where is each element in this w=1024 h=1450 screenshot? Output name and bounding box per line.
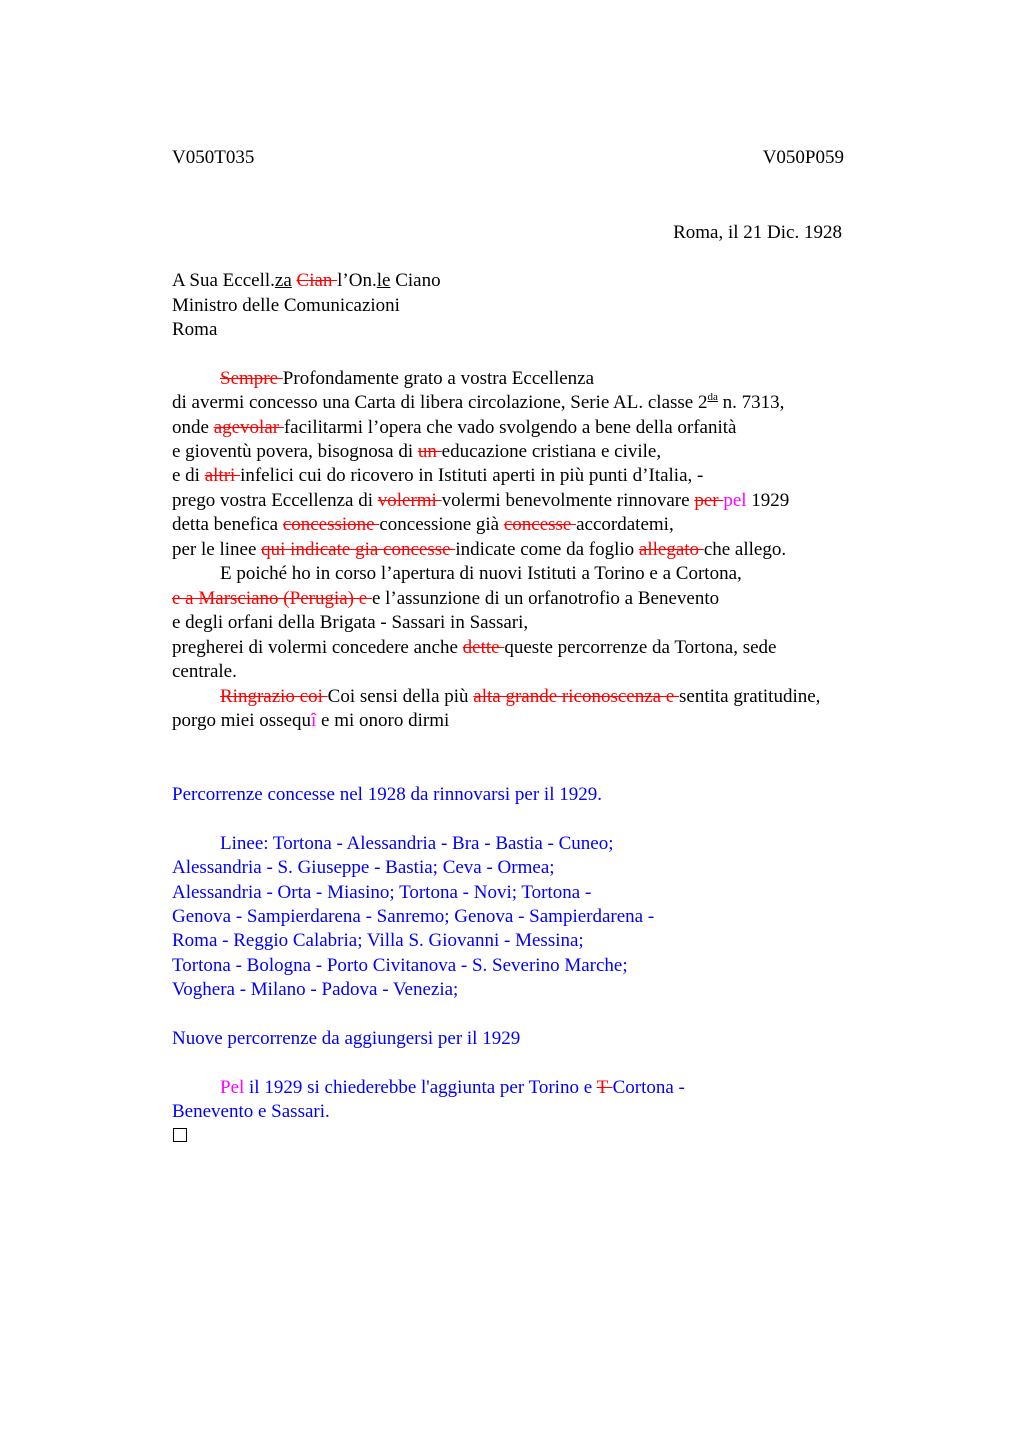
- document-code-left: V050T035: [172, 147, 255, 168]
- body-line: e di altri infelici cui do ricovero in Istituti aperti in più punti d’Italia, -: [172, 465, 704, 486]
- body-line: Ringrazio coi Coi sensi della più alta grande riconoscenza e sentita gratitudine,: [220, 686, 821, 707]
- address-line-2: Ministro delle Comunicazioni: [172, 295, 400, 316]
- annex-line: Alessandria - S. Giuseppe - Bastia; Ceva - Ormea;: [172, 857, 555, 878]
- body-line: prego vostra Eccellenza di volermi volermi benevolmente rinnovare per pel 1929: [172, 490, 790, 511]
- body-line: e degli orfani della Brigata - Sassari in Sassari,: [172, 612, 529, 633]
- annex-line: Roma - Reggio Calabria; Villa S. Giovanni - Messina;: [172, 930, 584, 951]
- annex-line: Linee: Tortona - Alessandria - Bra - Bastia - Cuneo;: [220, 833, 614, 854]
- body-line: di avermi concesso una Carta di libera circolazione, Serie AL. classe $2^{da}$ n. 7313,: [172, 391, 785, 413]
- body-line: centrale.: [172, 661, 237, 682]
- checkbox-square-icon: [173, 1128, 187, 1142]
- body-line: Sempre Profondamente grato a vostra Eccellenza: [220, 368, 595, 389]
- address-line-1: A Sua Eccell.za Cian l’On.le Ciano: [172, 270, 441, 291]
- document-code-right: V050P059: [762, 147, 844, 168]
- body-line: pregherei di volermi concedere anche dette queste percorrenze da Tortona, sede: [172, 637, 777, 658]
- body-line: per le linee qui indicate gia concesse indicate come da foglio allegato che allego.: [172, 539, 787, 560]
- address-line-3: Roma: [172, 319, 218, 340]
- annex-line: Tortona - Bologna - Porto Civitanova - S. Severino Marche;: [172, 955, 628, 976]
- body-line: e a Marsciano (Perugia) e e l’assunzione di un orfanotrofio a Benevento: [172, 588, 720, 609]
- body-line: E poiché ho in corso l’apertura di nuovi Istituti a Torino e a Cortona,: [220, 563, 742, 584]
- body-line: onde agevolar facilitarmi l’opera che vado svolgendo a bene della orfanità: [172, 417, 737, 438]
- annex-line: Benevento e Sassari.: [172, 1101, 330, 1122]
- annex-subtitle: Nuove percorrenze da aggiungersi per il 1929: [172, 1028, 521, 1049]
- annex-line: Genova - Sampierdarena - Sanremo; Genova - Sampierdarena -: [172, 906, 655, 927]
- body-line: detta benefica concessione concessione già concesse accordatemi,: [172, 514, 674, 535]
- annex-title: Percorrenze concesse nel 1928 da rinnovarsi per il 1929.: [172, 784, 602, 805]
- body-line: e gioventù povera, bisognosa di un educazione cristiana e civile,: [172, 441, 662, 462]
- letter-date: Roma, il 21 Dic. 1928: [673, 222, 842, 243]
- annex-line: Voghera - Milano - Padova - Venezia;: [172, 979, 459, 1000]
- annex-line: Pel il 1929 si chiederebbe l'aggiunta per Torino e T Cortona -: [220, 1077, 685, 1098]
- body-line: porgo miei ossequî e mi onoro dirmi: [172, 710, 450, 731]
- annex-line: Alessandria - Orta - Miasino; Tortona - Novi; Tortona -: [172, 882, 592, 903]
